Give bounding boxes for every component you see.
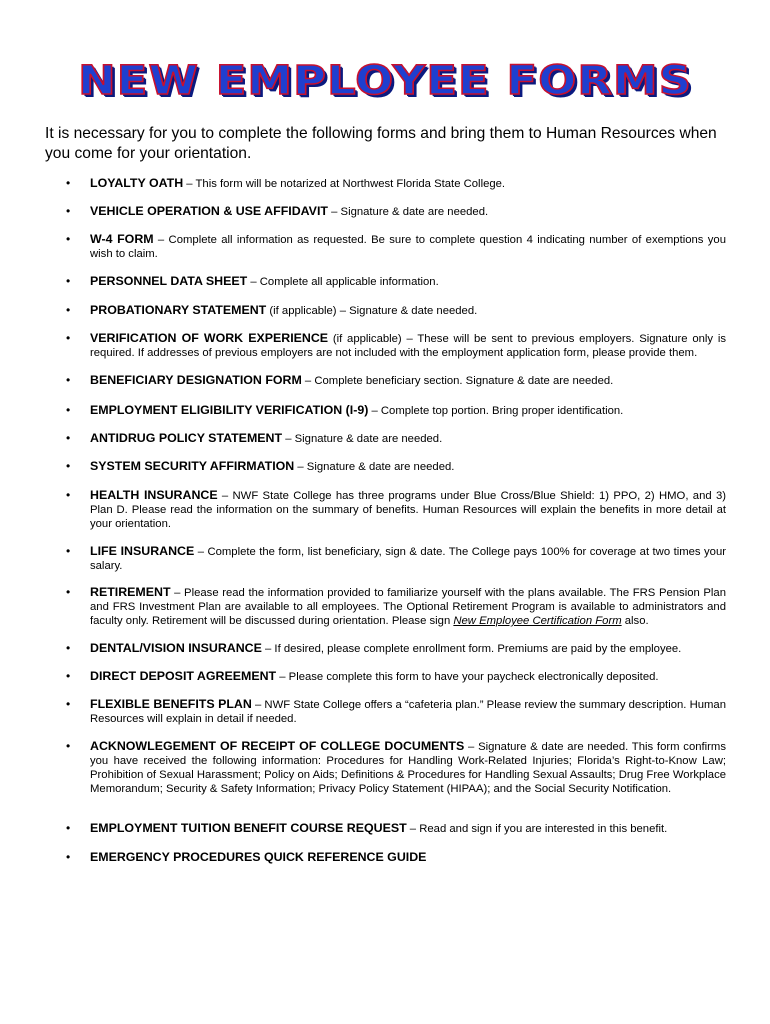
list-item-life-insurance	[90, 544, 726, 573]
list-item-w4-form	[90, 232, 726, 261]
list-item-retirement	[90, 585, 726, 628]
item-description: – NWF State College has three programs under Blue Cross/Blue Shield: 1) PPO, 2) HMO, and 3) Plan D. Please read the information on the summary of benefits. Human Resources will explain the benefits in more detail at your orientation.	[90, 490, 726, 530]
item-name: VEHICLE OPERATION & USE AFFIDAVIT	[90, 204, 328, 218]
item-description: (if applicable) – Signature & date needed.	[266, 305, 478, 317]
item-name: SYSTEM SECURITY AFFIRMATION	[90, 459, 295, 473]
item-description: – Signature & date are needed.	[294, 461, 455, 473]
item-name: EMPLOYMENT ELIGIBILITY VERIFICATION (I-9)	[90, 403, 369, 417]
item-description: – Signature & date are needed.	[327, 206, 489, 218]
item-description: – Signature & date are needed.	[282, 433, 443, 445]
item-name: BENEFICIARY DESIGNATION FORM	[90, 373, 302, 387]
item-description: – This form will be notarized at Northwest Florida State College.	[183, 178, 506, 190]
item-name: HEALTH INSURANCE	[90, 488, 218, 502]
item-description: (if applicable) – These will be sent to previous employers. Signature only is required. If addresses of previous employers are not included with the employment application form, please provide them.	[90, 333, 726, 359]
list-item-personnel-data-sheet	[90, 274, 726, 289]
item-description-end: also.	[621, 615, 649, 627]
item-description: – If desired, please complete enrollment form. Premiums are paid by the employee.	[261, 643, 682, 655]
list-item-beneficiary-designation	[90, 373, 726, 388]
item-name: EMERGENCY PROCEDURES QUICK REFERENCE GUIDE	[90, 850, 427, 864]
list-item-loyalty-oath	[90, 176, 726, 191]
title-banner	[0, 58, 770, 104]
list-item-system-security	[90, 459, 726, 474]
item-name: PROBATIONARY STATEMENT	[90, 303, 267, 317]
item-description: – NWF State College offers a “cafeteria plan.” Please review the summary description. Human Resources will explain in detail if needed.	[90, 699, 726, 725]
item-name: LIFE INSURANCE	[90, 544, 195, 558]
item-name: DENTAL/VISION INSURANCE	[90, 641, 262, 655]
item-description: – Read and sign if you are interested in this benefit.	[406, 823, 668, 835]
item-name: RETIREMENT	[90, 585, 171, 599]
item-name: ANTIDRUG POLICY STATEMENT	[90, 431, 283, 445]
item-description: – Complete beneficiary section. Signature & date are needed.	[301, 375, 614, 387]
list-item-acknowledgement	[90, 739, 726, 796]
item-name: DIRECT DEPOSIT AGREEMENT	[90, 669, 277, 683]
list-item-i9-verification	[90, 403, 726, 418]
list-item-health-insurance	[90, 488, 726, 531]
item-description: – Complete all applicable information.	[247, 276, 439, 288]
list-item-dental-vision	[90, 641, 726, 656]
item-description: – Complete top portion. Bring proper identification.	[368, 405, 624, 417]
list-item-tuition-benefit	[90, 821, 726, 836]
list-item-vehicle-affidavit	[90, 204, 726, 219]
list-item-direct-deposit	[90, 669, 726, 684]
item-description: – Please complete this form to have your paycheck electronically deposited.	[276, 671, 659, 683]
item-name: FLEXIBLE BENEFITS PLAN	[90, 697, 252, 711]
item-description: – Complete all information as requested. Be sure to complete question 4 indicating number of exemptions you wish to claim.	[90, 234, 726, 260]
page-title: NEW EMPLOYEE FORMS	[77, 58, 693, 104]
item-name: LOYALTY OATH	[90, 176, 184, 190]
item-name: EMPLOYMENT TUITION BENEFIT COURSE REQUEST	[90, 821, 407, 835]
certification-form-link: New Employee Certification Form	[453, 615, 622, 627]
intro-paragraph: It is necessary for you to complete the following forms and bring them to Human Resources when you come for your orientation.	[45, 125, 717, 162]
list-item-antidrug-policy	[90, 431, 726, 446]
list-item-probationary-statement	[90, 303, 726, 318]
list-item-flexible-benefits	[90, 697, 726, 726]
list-item-emergency-guide	[90, 850, 726, 865]
item-name: PERSONNEL DATA SHEET	[90, 274, 248, 288]
list-item-work-experience	[90, 331, 726, 360]
item-description: – Complete the form, list beneficiary, sign & date. The College pays 100% for coverage at two times your salary.	[90, 546, 726, 572]
item-name: ACKNOWLEGEMENT OF RECEIPT OF COLLEGE DOCUMENTS	[90, 739, 465, 753]
item-description: – Signature & date are needed. This form confirms you have received the following information: Procedures for Handling Work-Related Injuries; Florida’s Right-to-Know Law; Prohibition of Sexual Harassment; Policy on Aids; Definitions & Procedures for Handling Sexual Assaults; Drug Free Workplace Memorandum; Security & Safety Information; Privacy Policy Statement (HIPAA); and the Social Security Notification.	[90, 741, 726, 795]
item-name: W-4 FORM	[90, 232, 154, 246]
item-name: VERIFICATION OF WORK EXPERIENCE	[90, 331, 329, 345]
item-description: – Please read the information provided to familiarize yourself with the plans available. The FRS Pension Plan and FRS Investment Plan are available to all employees. The Optional Retirement Program is available to administrators and faculty only. Retirement will be discussed during orientation. Please sign	[90, 587, 726, 627]
